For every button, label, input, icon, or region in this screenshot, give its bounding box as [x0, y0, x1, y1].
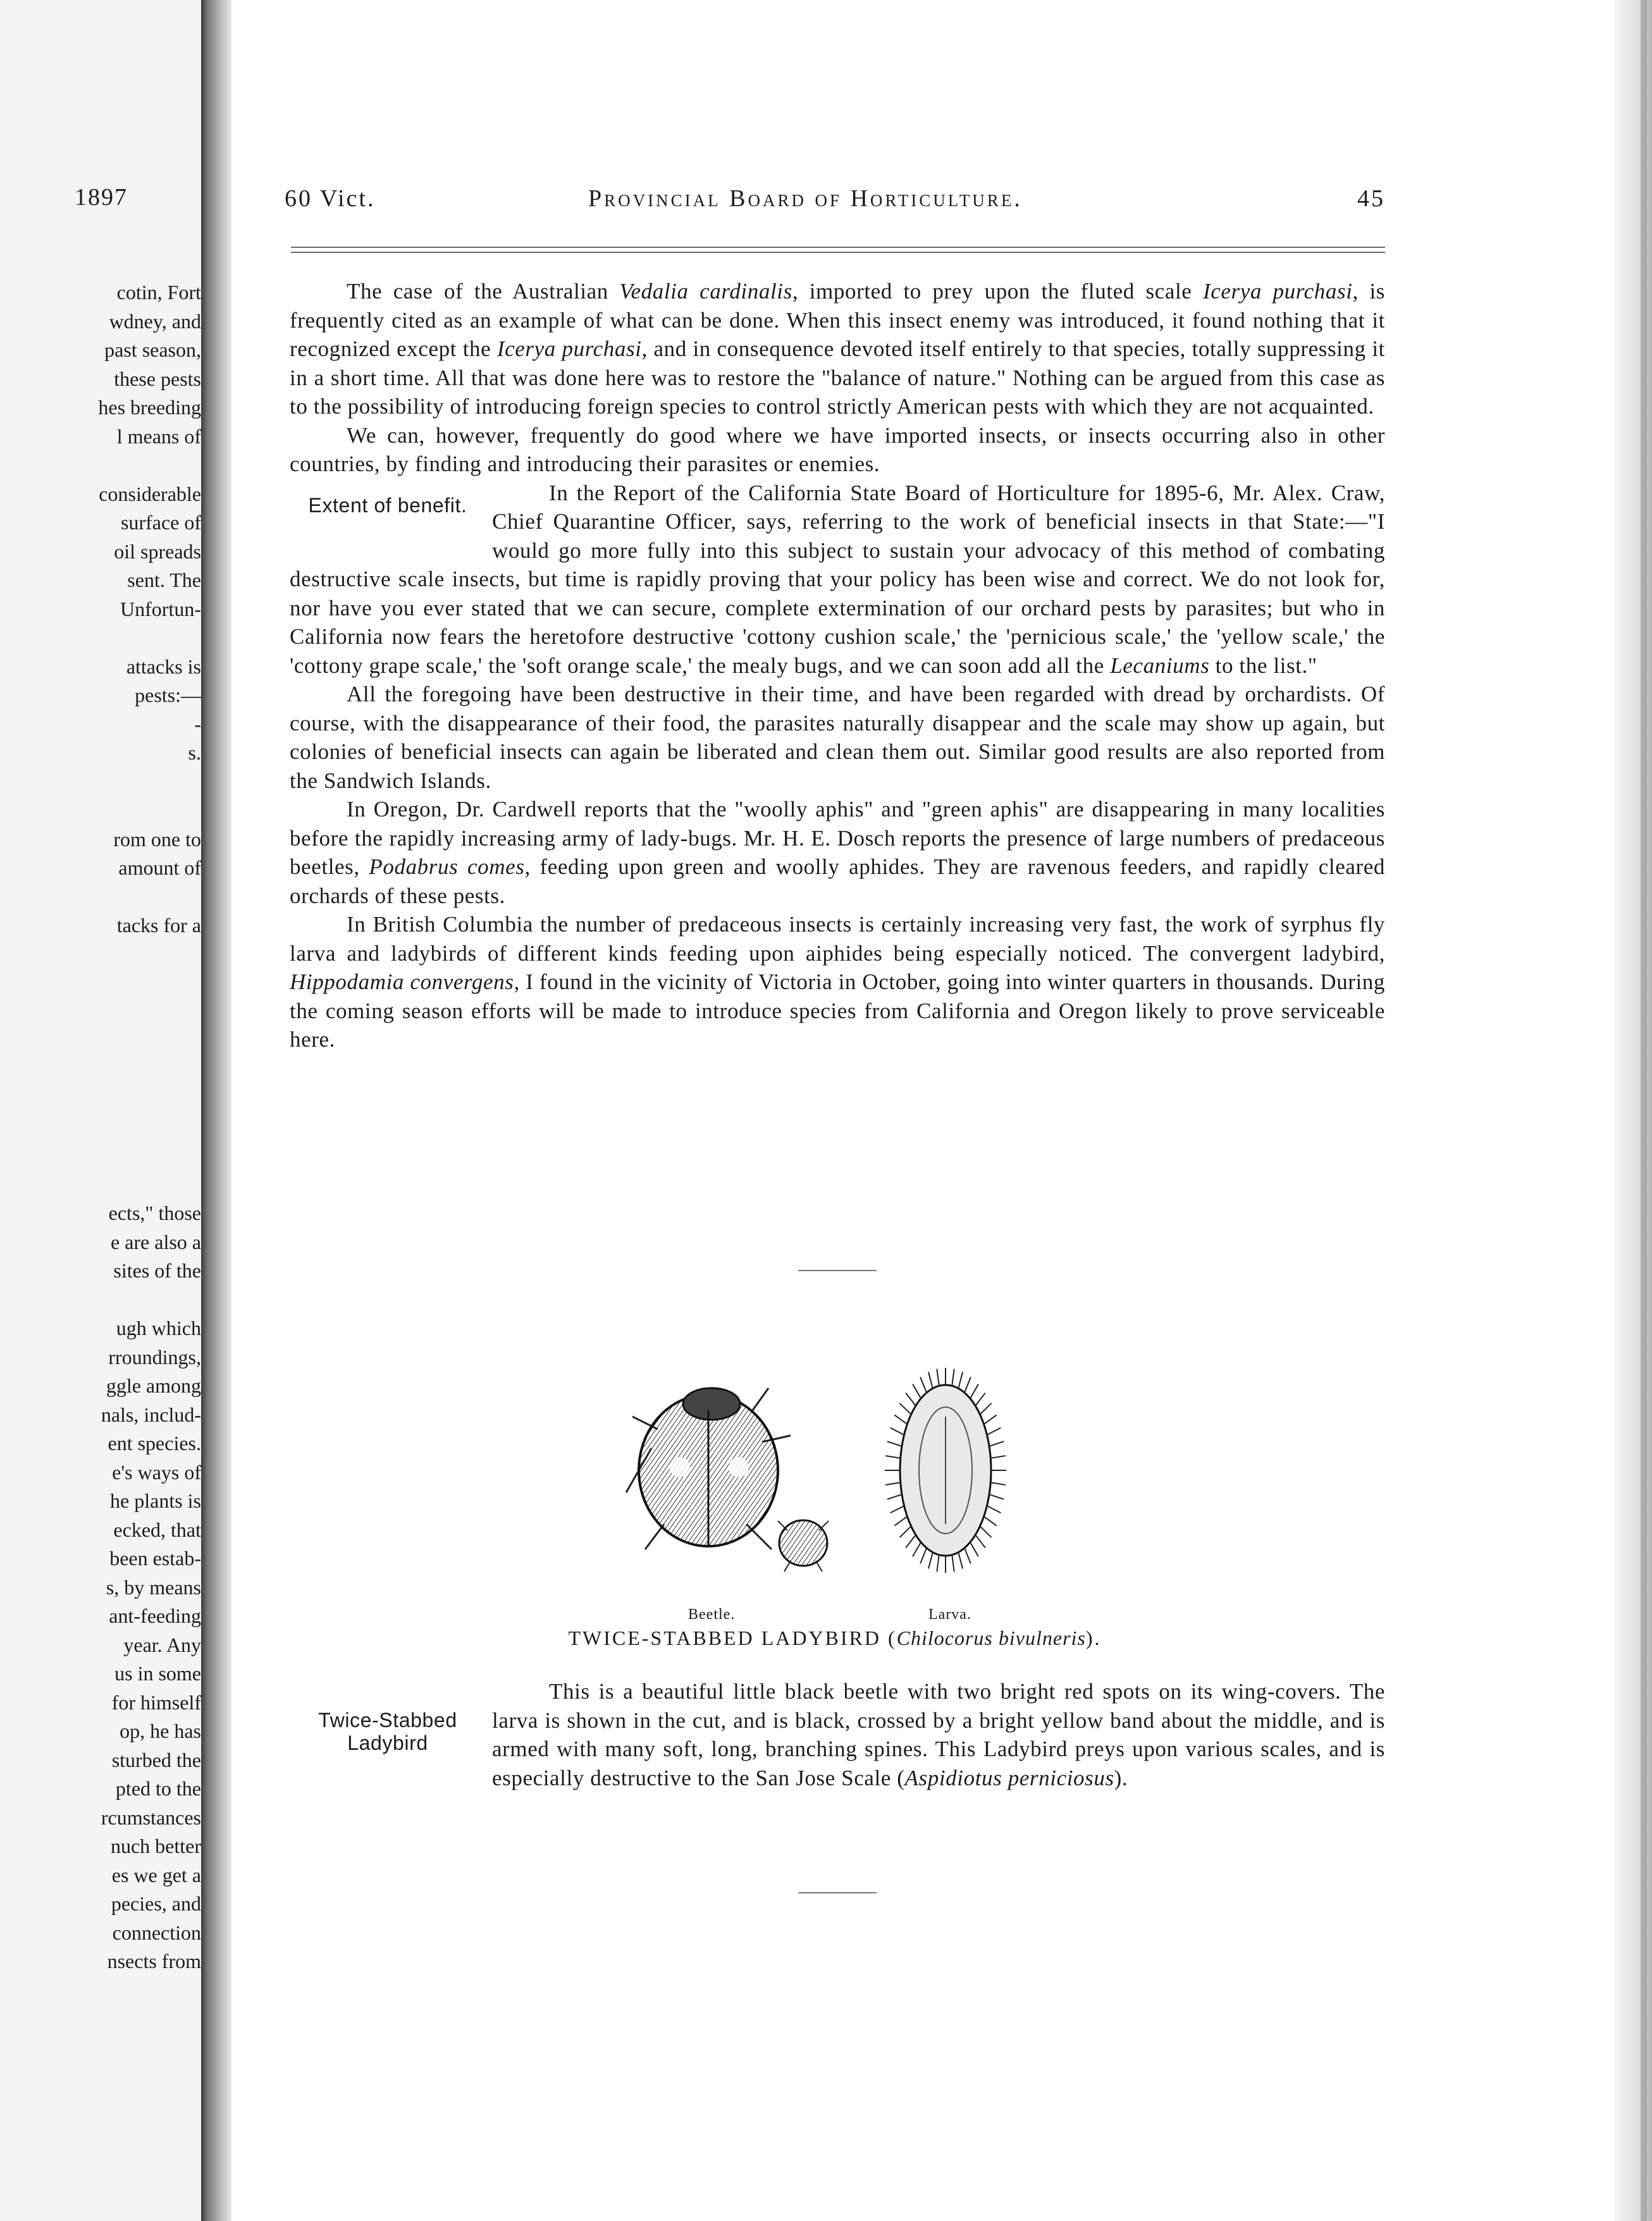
header-title: Provincial Board of Horticulture. [588, 185, 1023, 212]
previous-page-line [11, 1055, 201, 1085]
book-gutter [201, 0, 231, 2221]
paragraph-british-columbia: In British Columbia the number of predaceous insects is certainly increasing very fast, the work of syrphus fly larva and ladybirds of different kinds feeding upon aiphides being especially noticed. The convergent ladybird, Hippodamia convergens, I found in the vicinity of Victoria in October, going into winter quarters in thousands. During the coming season efforts will be made to introduce species from California and Oregon likely to prove serviceable here. [290, 912, 1385, 1052]
previous-page-line: nals, includ- [101, 1403, 201, 1426]
previous-page-line: for himself [111, 1690, 201, 1714]
larva-spine [899, 1526, 911, 1537]
previous-page-line [11, 1084, 201, 1113]
previous-page-line: nsects from [107, 1950, 201, 1972]
previous-page-line: surface of [120, 511, 201, 534]
larva-spine [885, 1456, 901, 1458]
page-number: 45 [1357, 185, 1385, 212]
previous-page-line [11, 940, 201, 969]
larva-spine [980, 1526, 991, 1537]
previous-page-line: ecked, that [113, 1518, 201, 1541]
previous-page-line: hes breeding [98, 396, 201, 419]
larva-spine [987, 1428, 1001, 1435]
previous-page-line: these pests [114, 367, 201, 390]
larva-spine [928, 1372, 933, 1389]
larva-spine [952, 1555, 954, 1572]
previous-page-line [11, 883, 201, 912]
previous-page-line: pted to the [115, 1777, 201, 1800]
previous-page-line: ggle among [106, 1374, 201, 1397]
previous-page-line: nuch better [110, 1835, 201, 1857]
page-edge [1614, 0, 1652, 2221]
larva-spine [913, 1542, 921, 1557]
label-beetle: Beetle. [688, 1606, 736, 1623]
previous-page-line: sites of the [113, 1259, 201, 1282]
previous-page-line: pecies, and [111, 1892, 201, 1915]
running-header [285, 185, 1385, 216]
previous-page-line: ects," those [108, 1202, 201, 1224]
previous-page-line: sent. The [127, 569, 201, 591]
previous-page-line: ent species. [108, 1432, 201, 1455]
previous-page-line [11, 624, 201, 653]
larva-spine [887, 1494, 902, 1499]
larva-spine [928, 1553, 933, 1569]
previous-page-line: ugh which [116, 1317, 201, 1339]
beetle-drawing [626, 1388, 791, 1549]
larva-spine [965, 1548, 971, 1564]
previous-page-line: Unfortun- [120, 597, 201, 620]
ladybird-description [290, 1677, 1385, 1792]
previous-page-line: s. [188, 741, 201, 764]
previous-page-line [11, 1286, 201, 1315]
larva-spine [975, 1535, 985, 1547]
larva-spine [937, 1555, 939, 1572]
previous-page-line: l means of [116, 424, 201, 448]
previous-page-line: - [194, 712, 201, 735]
larva-spine [965, 1377, 971, 1393]
previous-page-line [11, 969, 201, 998]
side-note-twice-stabbed-ladybird: Twice-Stabbed Ladybird [318, 1709, 457, 1754]
previous-page-line [11, 1141, 201, 1171]
larva-spine [987, 1506, 1001, 1513]
previous-page-line [11, 1171, 201, 1200]
previous-page-line: past season, [104, 338, 201, 361]
previous-page-line: e are also a [110, 1230, 201, 1253]
larva-spine [990, 1482, 1006, 1485]
ladybird-illustration [607, 1360, 1050, 1623]
larva-spine [970, 1384, 978, 1399]
larva-spine [891, 1506, 904, 1513]
ladybird-engraving-image [607, 1360, 1050, 1600]
previous-page-line: oil spreads [114, 539, 201, 563]
larva-spine [958, 1372, 963, 1389]
side-note-extent-of-benefit: Extent of benefit. [308, 493, 467, 517]
previous-page-line: rroundings, [108, 1345, 201, 1369]
figure-caption: TWICE-STABBED LADYBIRD (Chilocorus bivulneris). [568, 1627, 1102, 1649]
larva-spine [952, 1369, 954, 1386]
paragraph-parasites: We can, however, frequently do good where we have imported insects, or insects occurring also in other countries, by finding and introducing their parasites or enemies. [290, 422, 1385, 476]
previous-page-line: rcumstances [101, 1806, 201, 1829]
previous-page-line [11, 451, 201, 480]
small-beetle-drawing [778, 1520, 829, 1572]
larva-drawing [885, 1368, 1006, 1573]
header-rule-bottom [291, 252, 1385, 253]
previous-page-strip [0, 0, 201, 2221]
paragraph-foregoing: All the foregoing have been destructive in their time, and have been regarded with dread by orchardists. Of course, with the disappearance of their food, the parasites naturally disappear and the scale may show up again, but colonies of beneficial insects can again be liberated and clean them out. Similar good results are also reported from the Sandwich Islands. [290, 682, 1385, 793]
larva-spine [891, 1428, 904, 1435]
larva-spine [989, 1441, 1004, 1446]
label-larva: Larva. [928, 1606, 971, 1623]
larva-spine [885, 1482, 901, 1485]
larva-spine [920, 1377, 927, 1393]
previous-page-line [11, 796, 201, 825]
previous-page-line: ant-feeding [109, 1604, 201, 1627]
larva-spine [920, 1548, 927, 1564]
larva-spine [894, 1517, 907, 1526]
larva-spine [913, 1384, 921, 1399]
section-divider [798, 1270, 877, 1271]
previous-page-line [11, 998, 201, 1027]
larva-spine [958, 1553, 963, 1569]
previous-page-line: year. Any [123, 1633, 201, 1656]
header-rule-top [291, 247, 1385, 248]
previous-page-line [11, 1113, 201, 1142]
main-text [290, 277, 1385, 1054]
previous-page-line: he plants is [110, 1489, 201, 1512]
larva-spine [906, 1393, 916, 1406]
previous-page-year: 1897 [75, 184, 128, 211]
end-divider [798, 1892, 877, 1893]
previous-page-line: e's ways of [112, 1460, 201, 1484]
previous-page-line: us in some [114, 1662, 201, 1685]
larva-spine [894, 1415, 907, 1424]
larva-spine [970, 1542, 978, 1557]
previous-page-line: wdney, and [109, 309, 201, 333]
paragraph-oregon: In Oregon, Dr. Cardwell reports that the "woolly aphis" and "green aphis" are disappearing in many localities before the rapidly increasing army of lady-bugs. Mr. H. E. Dosch reports the presence of large numbers of predaceous beetles, Podabrus comes, feeding upon green and woolly aphides. They are ravenous feeders, and rapidly cleared orchards of these pests. [290, 797, 1386, 908]
previous-page-line: pests:— [135, 684, 201, 706]
larva-spine [975, 1393, 985, 1406]
previous-page-line: cotin, Fort [116, 281, 201, 304]
larva-spine [984, 1415, 997, 1424]
larva-spine [887, 1441, 902, 1446]
previous-page-line [11, 768, 201, 797]
previous-page-line: rom one to [113, 827, 201, 851]
paragraph-vedalia: The case of the Australian Vedalia cardinalis, imported to prey upon the fluted scale Icerya purchasi, is frequently cited as an example of what can be done. When this insect enemy was introduced, it found nothing that it recognized except the Icerya purchasi, and in consequence devoted itself entirely to that species, totally suppressing it in a short time. All that was done here was to restore the "balance of nature." Nothing can be argued from this case as to the possibility of introducing foreign species to control strictly American pests with which they are not acquainted. [290, 279, 1385, 419]
previous-page-line: attacks is [126, 655, 201, 678]
previous-page-line: connection [112, 1921, 201, 1944]
header-regnal-year: 60 Vict. [285, 185, 376, 212]
paragraph-twice-stabbed: Twice-Stabbed Ladybird This is a beautiful little black beetle with two bright red spots on its wing-covers. The larva is shown in the cut, and is black, crossed by a bright yellow band about the middle, and is armed with many soft, long, branching spines. This Ladybird preys upon various scales, and is especially destructive to the San Jose Scale (Aspidiotus perniciosus). [290, 1677, 1385, 1792]
larva-spine [899, 1403, 911, 1415]
larva-spine [980, 1403, 991, 1415]
previous-page-line [11, 1026, 201, 1055]
previous-page-line: s, by means [106, 1575, 201, 1599]
previous-page-line: tacks for a [116, 914, 201, 937]
previous-page-line: sturbed the [111, 1748, 201, 1771]
previous-page-line: op, he has [120, 1720, 201, 1742]
larva-spine [984, 1517, 997, 1526]
larva-spine [906, 1535, 916, 1547]
previous-page-text [11, 278, 201, 1976]
larva-spine [990, 1456, 1006, 1458]
larva-spine [989, 1494, 1004, 1499]
previous-page-line: amount of [118, 856, 201, 879]
previous-page-line: considerable [99, 482, 201, 505]
larva-spine [937, 1369, 939, 1386]
previous-page-line: es we get a [111, 1863, 201, 1886]
previous-page-line: been estab- [109, 1547, 201, 1570]
paragraph-california-report: Extent of benefit. In the Report of the California State Board of Horticulture for 1895-6, Mr. Alex. Craw, Chief Quarantine Officer, says, referring to the work of beneficial insects in that State:—"I would go more fully into this subject to sustain your advocacy of this method of combating destructive scale insects, but time is rapidly proving that your policy has been wise and correct. We do not look for, nor have you ever stated that we can secure, complete extermination of our orchard pests by parasites; but who in California now fears the heretofore destructive 'cottony cushion scale,' the 'pernicious scale,' the 'yellow scale,' the 'cottony grape scale,' the 'soft orange scale,' the mealy bugs, and we can soon add all the Lecaniums to the list." [290, 479, 1385, 680]
